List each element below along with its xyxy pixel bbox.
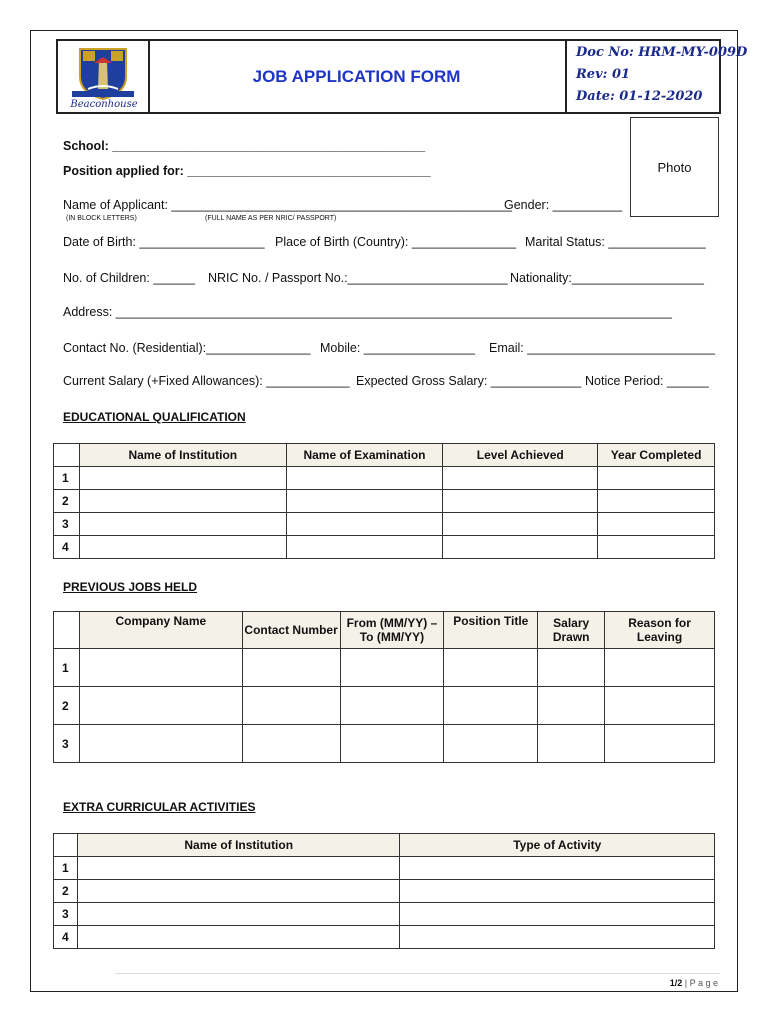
- row-number: 4: [54, 926, 78, 949]
- form-title: JOB APPLICATION FORM: [252, 66, 461, 86]
- table-cell[interactable]: [286, 513, 443, 536]
- table-cell[interactable]: [286, 536, 443, 559]
- jobs-table: [53, 611, 715, 763]
- table-row: [54, 687, 715, 725]
- table-row: [54, 536, 715, 559]
- table-cell[interactable]: [605, 725, 715, 763]
- table-row: [54, 467, 715, 490]
- table-row: [54, 903, 715, 926]
- nationality-field[interactable]: Nationality:___________________: [510, 271, 704, 285]
- table-cell[interactable]: [77, 880, 400, 903]
- table-cell[interactable]: [598, 536, 715, 559]
- row-number: 2: [54, 687, 80, 725]
- row-number: 2: [54, 880, 78, 903]
- table-cell[interactable]: [77, 903, 400, 926]
- table-cell[interactable]: [400, 857, 715, 880]
- table-row: [54, 490, 715, 513]
- current-salary-field[interactable]: Current Salary (+Fixed Allowances): ____________: [63, 374, 350, 388]
- header-cell: [54, 834, 78, 857]
- header-cell: Level Achieved: [443, 444, 598, 467]
- dob-field[interactable]: Date of Birth: __________________: [63, 235, 265, 249]
- table-row: [54, 725, 715, 763]
- table-cell[interactable]: [77, 857, 400, 880]
- table-cell[interactable]: [605, 687, 715, 725]
- photo-box[interactable]: Photo: [630, 117, 719, 217]
- activities-title: EXTRA CURRICULAR ACTIVITIES: [63, 800, 256, 814]
- gender-field[interactable]: Gender: __________: [504, 198, 623, 212]
- table-cell[interactable]: [242, 725, 340, 763]
- table-cell[interactable]: [79, 649, 242, 687]
- page-number: [670, 978, 718, 988]
- table-cell[interactable]: [400, 903, 715, 926]
- pob-field[interactable]: Place of Birth (Country): _______________: [275, 235, 517, 249]
- brand-name: Beaconhouse: [70, 99, 138, 110]
- header-cell: Contact Number: [242, 612, 340, 649]
- notice-period-field[interactable]: Notice Period: ______: [585, 374, 709, 388]
- header-cell: Salary Drawn: [538, 612, 605, 649]
- header-cell: Name of Examination: [286, 444, 443, 467]
- header-cell: [54, 444, 80, 467]
- header-cell: Position Title: [444, 612, 538, 649]
- table-cell[interactable]: [444, 649, 538, 687]
- page-count: 1/2: [669, 978, 683, 988]
- row-number: 2: [54, 490, 80, 513]
- header-cell: Year Completed: [598, 444, 715, 467]
- table-cell[interactable]: [79, 467, 286, 490]
- expected-salary-field[interactable]: Expected Gross Salary: _____________: [356, 374, 582, 388]
- children-field[interactable]: No. of Children: ______: [63, 271, 196, 285]
- doc-number: Doc No: HRM-MY-009D: [576, 45, 748, 60]
- doc-info: [565, 41, 748, 112]
- table-cell[interactable]: [443, 490, 598, 513]
- nric-field[interactable]: NRIC No. / Passport No.:_______________________: [208, 271, 508, 285]
- full-name-note: (FULL NAME AS PER NRIC/ PASSPORT): [205, 215, 337, 222]
- table-cell[interactable]: [443, 513, 598, 536]
- table-cell[interactable]: [538, 725, 605, 763]
- header-cell: Name of Institution: [77, 834, 400, 857]
- table-cell[interactable]: [400, 880, 715, 903]
- header-cell: From (MM/YY) – To (MM/YY): [340, 612, 444, 649]
- table-cell[interactable]: [598, 467, 715, 490]
- header-cell: [54, 612, 80, 649]
- table-cell[interactable]: [538, 687, 605, 725]
- logo: [58, 41, 150, 112]
- table-cell[interactable]: [340, 649, 444, 687]
- table-row: [54, 880, 715, 903]
- block-letters-note: (IN BLOCK LETTERS): [66, 215, 137, 222]
- table-cell[interactable]: [444, 687, 538, 725]
- activities-table: [53, 833, 715, 949]
- doc-revision: Rev: 01: [576, 67, 631, 82]
- table-cell[interactable]: [242, 649, 340, 687]
- row-number: 1: [54, 857, 78, 880]
- header-cell: Name of Institution: [79, 444, 286, 467]
- header-cell: Company Name: [79, 612, 242, 649]
- table-cell[interactable]: [400, 926, 715, 949]
- table-cell[interactable]: [79, 490, 286, 513]
- contact-field[interactable]: Contact No. (Residential):_______________: [63, 341, 311, 355]
- table-row: [54, 857, 715, 880]
- address-field[interactable]: Address: ________________________________________________________________________________: [63, 305, 672, 319]
- table-cell[interactable]: [286, 490, 443, 513]
- school-field[interactable]: School: _____________________________________________: [63, 139, 426, 153]
- table-row: [54, 649, 715, 687]
- table-cell[interactable]: [340, 725, 444, 763]
- table-cell[interactable]: [605, 649, 715, 687]
- form-header: [56, 39, 748, 114]
- table-cell[interactable]: [444, 725, 538, 763]
- table-cell[interactable]: [79, 687, 242, 725]
- table-cell[interactable]: [598, 513, 715, 536]
- table-cell[interactable]: [79, 536, 286, 559]
- row-number: 4: [54, 536, 80, 559]
- table-cell[interactable]: [79, 513, 286, 536]
- table-row: [54, 513, 715, 536]
- row-number: 3: [54, 513, 80, 536]
- table-cell[interactable]: [340, 687, 444, 725]
- header-cell: Type of Activity: [400, 834, 715, 857]
- marital-status-field[interactable]: Marital Status: ______________: [525, 235, 706, 249]
- email-field[interactable]: Email: ___________________________: [489, 341, 715, 355]
- footer-divider: [115, 973, 720, 974]
- table-cell[interactable]: [538, 649, 605, 687]
- education-title: EDUCATIONAL QUALIFICATION: [63, 410, 246, 424]
- education-table: [53, 443, 715, 559]
- row-number: 1: [54, 467, 80, 490]
- table-cell[interactable]: [443, 467, 598, 490]
- position-field[interactable]: Position applied for: ___________________________________: [63, 164, 431, 178]
- table-cell[interactable]: [286, 467, 443, 490]
- table-header-row: [54, 444, 715, 467]
- table-row: [54, 926, 715, 949]
- table-header-row: [54, 612, 715, 649]
- page-label: | P a g e: [684, 978, 718, 988]
- row-number: 3: [54, 725, 80, 763]
- mobile-field[interactable]: Mobile: ________________: [320, 341, 475, 355]
- row-number: 1: [54, 649, 80, 687]
- table-cell[interactable]: [77, 926, 400, 949]
- table-header-row: [54, 834, 715, 857]
- table-cell[interactable]: [242, 687, 340, 725]
- header-cell: Reason for Leaving: [605, 612, 715, 649]
- row-number: 3: [54, 903, 78, 926]
- table-cell[interactable]: [598, 490, 715, 513]
- table-cell[interactable]: [443, 536, 598, 559]
- table-cell[interactable]: [79, 725, 242, 763]
- applicant-name-field[interactable]: Name of Applicant: _________________________________________________: [63, 198, 513, 212]
- jobs-title: PREVIOUS JOBS HELD: [63, 580, 198, 594]
- doc-date: Date: 01-12-2020: [576, 89, 703, 104]
